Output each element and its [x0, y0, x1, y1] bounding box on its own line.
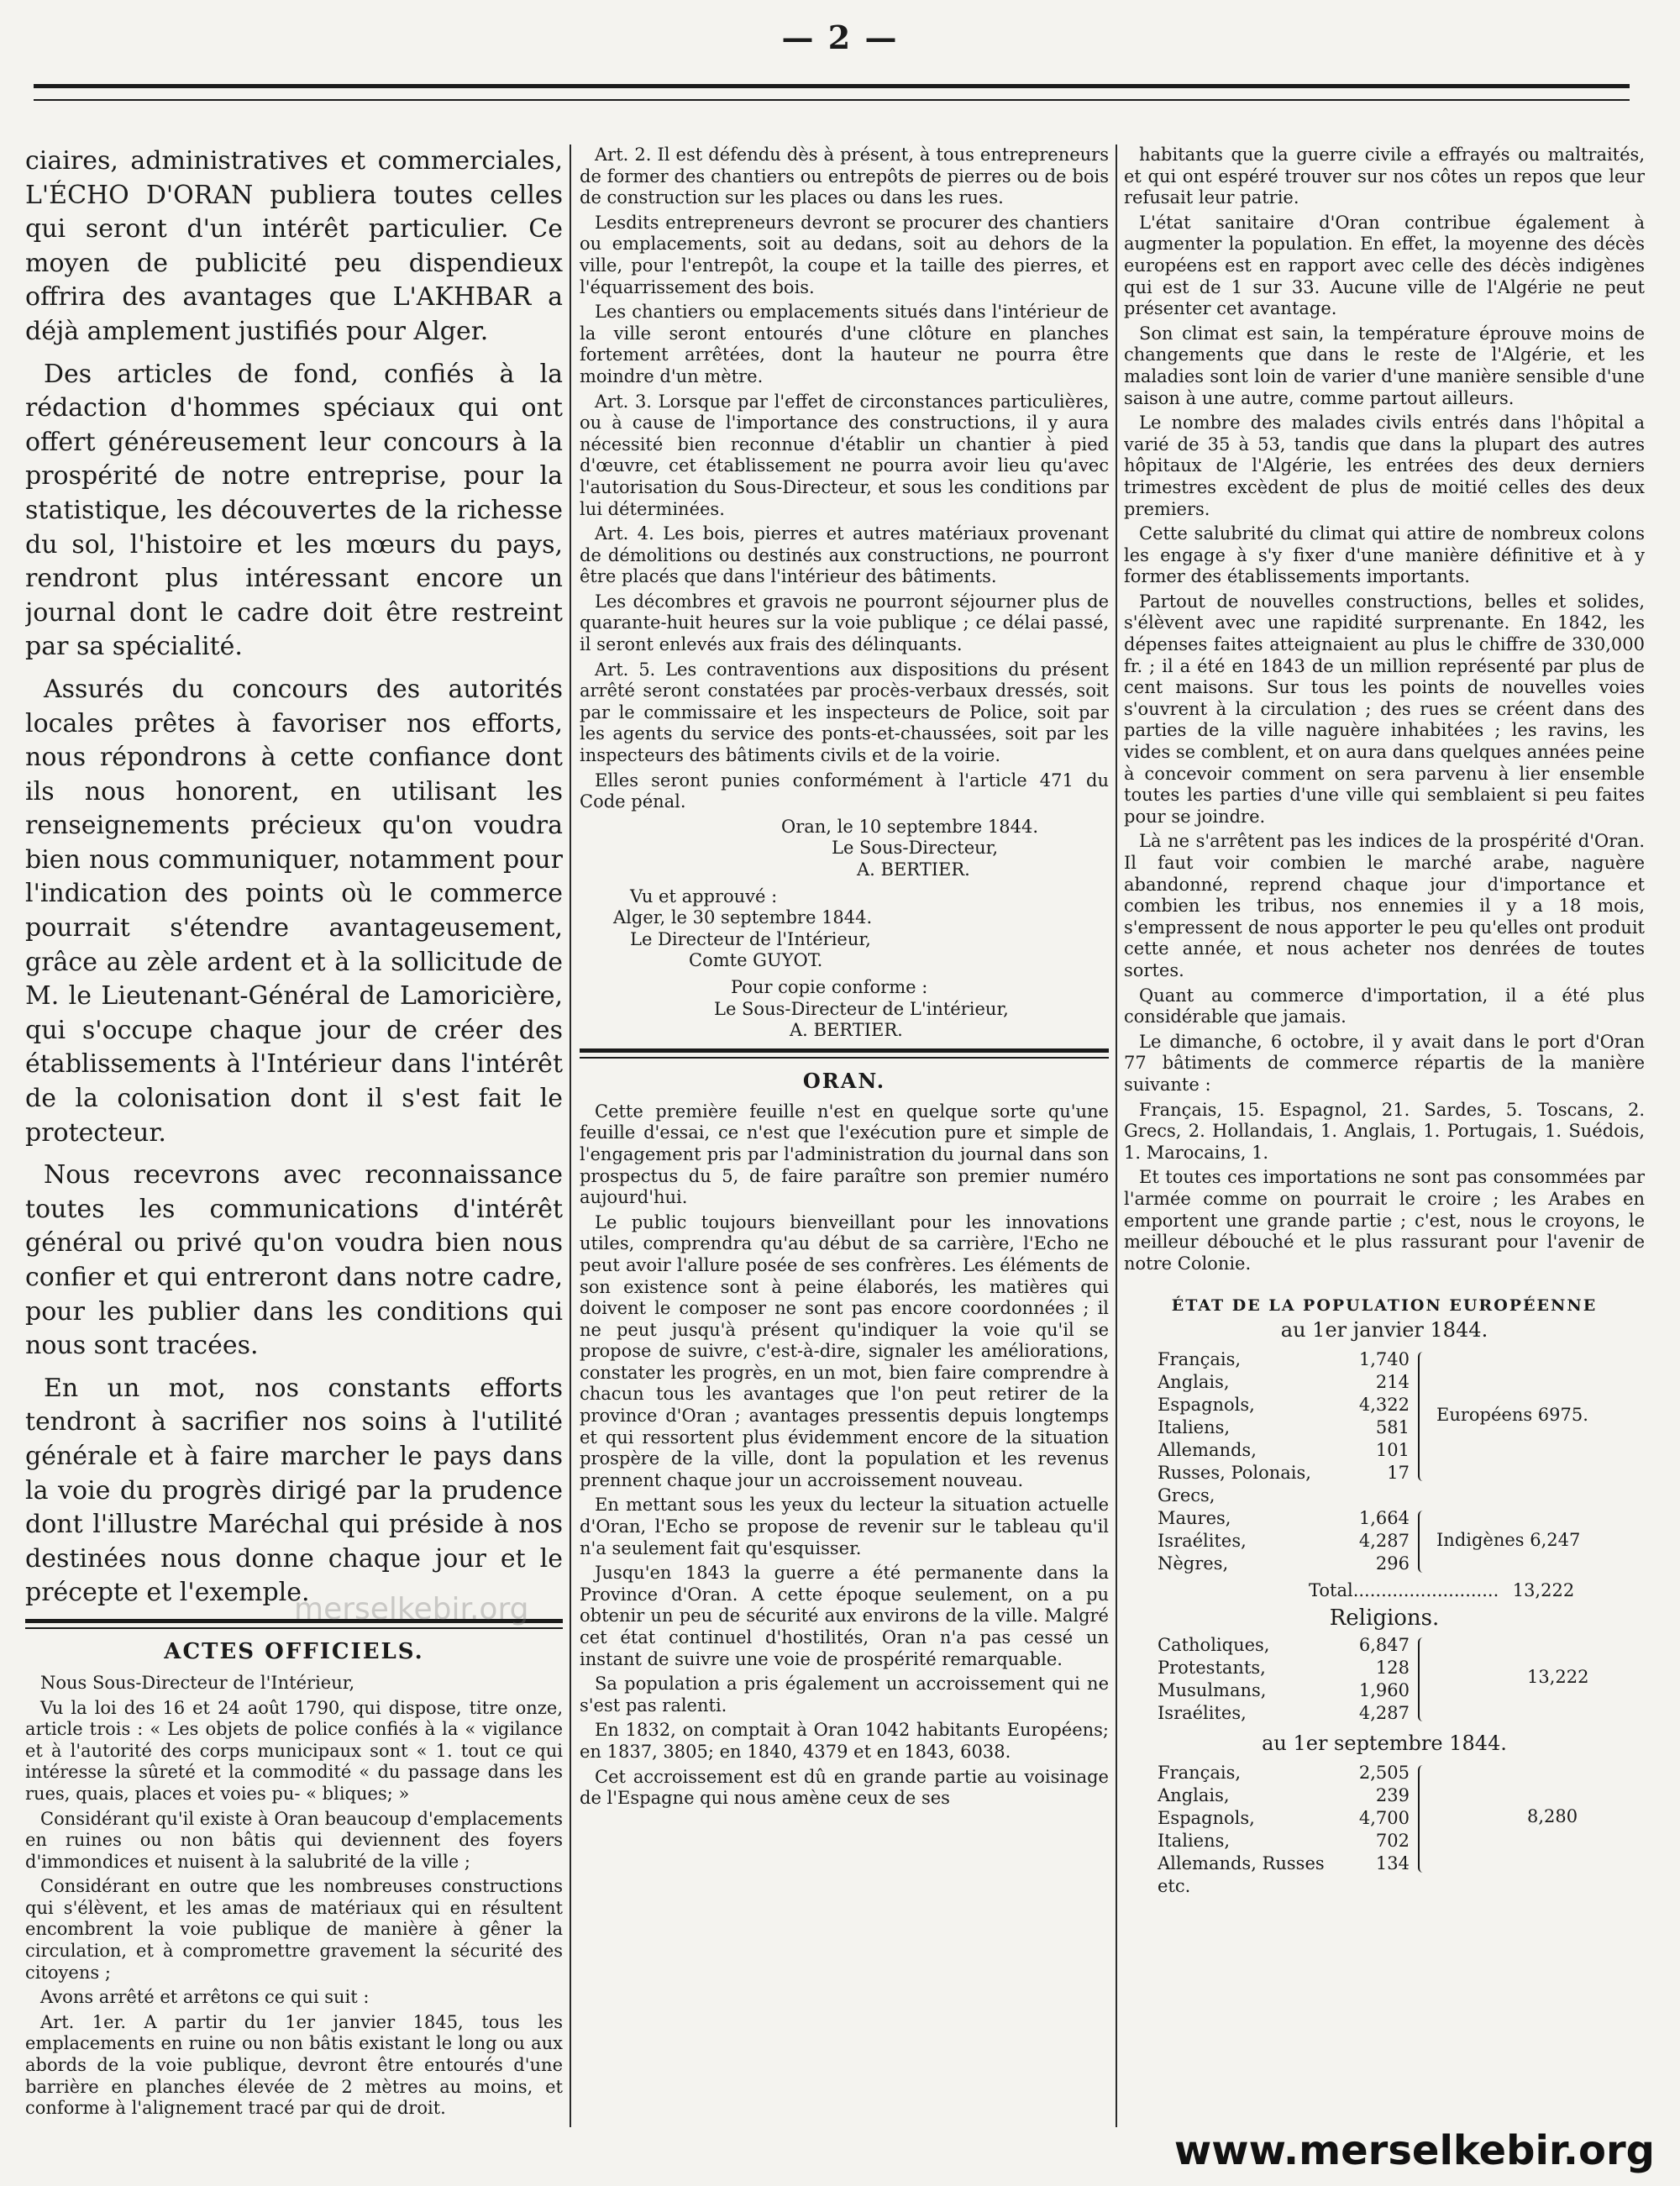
total-value: 13,222: [1512, 1580, 1575, 1601]
column-1: [25, 145, 563, 2161]
population-total: [1124, 1580, 1645, 1600]
column-divider-2: [1116, 145, 1117, 2127]
brace: [1418, 1765, 1428, 1873]
paragraph: Le dimanche, 6 octobre, il y avait dans le port d'Oran 77 bâtiments de commerce répartis de la manière suivante :: [1124, 1031, 1645, 1095]
table-row: Catholiques, 6,847: [1158, 1635, 1410, 1656]
paragraph: Et toutes ces importations ne sont pas consommées par l'armée comme on pourrait le croire ; les Arabes en emportent une grande partie ; c'est, nous le croyons, le meilleur débouché et le plus rassurant pour l'avenir de notre Colonie.: [1124, 1167, 1645, 1274]
paragraph: Son climat est sain, la température éprouve moins de changements que dans le reste de l'Algérie, et les maladies sont loin de varier d'une manière sensible d'une saison à une autre, comme partout ailleurs.: [1124, 323, 1645, 408]
paragraph: Nous Sous-Directeur de l'Intérieur,: [40, 1672, 355, 1693]
group-label-september: 8,280: [1527, 1806, 1578, 1827]
paragraph: Nous recevrons avec reconnaissance toutes les communications d'intérêt général ou privé qu'on voudra bien nous confier et qui entreront dans notre cadre, pour les publier dans les conditions qui nous sont tracées.: [25, 1160, 563, 1361]
paragraph: En 1832, on comptait à Oran 1042 habitants Européens; en 1837, 3805; en 1840, 4379 et en 1843, 6038.: [580, 1720, 1109, 1762]
brace: [1418, 1511, 1428, 1573]
masthead-rule: [34, 84, 1630, 101]
paragraph: Assurés du concours des autorités locales prêtes à favoriser nos efforts, nous répondrons à cette confiance dont ils nous honorent, en utilisant les renseignements précieux qu'on voudra bien nous communiquer, notamment pour l'indication des points où le commerce pourrait s'étendre avantageusement, grâce au zèle ardent et à la sollicitude de M. le Lieutenant-Général de Lamoricière, qui s'occupe chaque jour de créer des établissements à l'Intérieur dans l'intérêt de la colonisation dont il s'est fait le protecteur.: [25, 674, 563, 1148]
oran-article-continued: [1124, 145, 1645, 1274]
table-row: Allemands, 101: [1158, 1440, 1410, 1461]
approved-role: Le Directeur de l'Intérieur,: [630, 928, 871, 949]
population-europeans: [1124, 1348, 1645, 1507]
paragraph: Lesdits entrepreneurs devront se procurer des chantiers ou emplacements, soit au dedans, soit au dehors de la ville, pour l'entrepôt, la coupe et la taille des pierres, et l'équarrissement des bois.: [580, 212, 1109, 297]
paragraph: Les décombres et gravois ne pourront séjourner plus de quarante-huit heures sur la voie publique ; ce délai passé, il seront enlevés aux frais des délinquants.: [580, 591, 1109, 655]
table-row: Espagnols, 4,322: [1158, 1395, 1410, 1416]
copy-role: Le Sous-Directeur de L'intérieur,: [714, 998, 1009, 1019]
paragraph: Art. 3. Lorsque par l'effet de circonstances particulières, ou à cause de l'importance des constructions, il y aura nécessité bien reconnue d'établir un chantier à pied d'œuvre, cet établissement ne pourra avoir lieu qu'avec l'autorisation du Sous-Directeur, et sous les conditions par lui déterminées.: [580, 391, 1109, 519]
population-table-title: ÉTAT DE LA POPULATION EUROPÉENNE: [1171, 1296, 1598, 1316]
signature-name: A. BERTIER.: [857, 859, 970, 880]
paragraph: Les chantiers ou emplacements situés dans l'intérieur de la ville seront entourés d'une clôture en planches fortement arrêtées, dont la hauteur ne pourra être moindre d'un mètre.: [580, 302, 1109, 386]
column-1-lead: [25, 145, 563, 1611]
brace: [1418, 1637, 1428, 1721]
group-label-indigenes: Indigènes 6,247: [1436, 1530, 1581, 1551]
table-row: Allemands, Russes etc. 134: [1158, 1853, 1410, 1897]
paragraph: Considérant en outre que les nombreuses constructions qui s'élèvent, et les amas de matériaux qui en résultent encombrent la voie publique de manière à gêner la circulation, et à compromettre gravement la sécurité des citoyens ;: [25, 1876, 563, 1983]
page-number: — 2 —: [781, 18, 899, 56]
paragraph: Sa population a pris également un accroissement qui ne s'est pas ralenti.: [580, 1674, 1109, 1716]
signature-block: [580, 817, 1109, 1042]
population-religions: [1124, 1634, 1645, 1725]
group-label-europeans: Européens 6975.: [1436, 1405, 1588, 1426]
table-row: Musulmans, 1,960: [1158, 1680, 1410, 1701]
paragraph: Vu la loi des 16 et 24 août 1790, qui dispose, titre onze, article trois : « Les objets de police confiés à la « vigilance et à l'autorité des corps municipaux sont « 1. tout ce qui intéresse la sûreté et la commodité « du passage dans les rues, quais, places et voies pu- « bliques; »: [25, 1697, 563, 1804]
paragraph: Avons arrêté et arrêtons ce qui suit :: [40, 1987, 370, 2008]
paragraph: Cette première feuille n'est en quelque sorte qu'une feuille d'essai, ce n'est que l'exécution pure et simple de l'engagement pris par l'administration du journal dans son prospectus du 5, de faire paraître son premier numéro aujourd'hui.: [580, 1101, 1109, 1208]
brace: [1418, 1352, 1428, 1481]
copy-name: A. BERTIER.: [790, 1020, 903, 1041]
group-label-religions: 13,222: [1527, 1667, 1589, 1688]
section-rule: [580, 1048, 1109, 1059]
signature-role: Le Sous-Directeur,: [832, 838, 999, 859]
population-indigenes: [1124, 1507, 1645, 1575]
table-row: Français, 2,505: [1158, 1763, 1410, 1784]
actes-officiels-body: [25, 1673, 563, 2120]
oran-title: ORAN.: [802, 1068, 886, 1093]
paragraph: Le nombre des malades civils entrés dans l'hôpital a varié de 35 à 53, tandis que dans la plupart des autres hôpitaux de l'Algérie, les entrées des deux derniers trimestres excèdent de plus de moitié celles des deux premiers.: [1124, 413, 1645, 519]
paragraph: Partout de nouvelles constructions, belles et solides, s'élèvent avec une rapidité surprenante. En 1842, les dépenses faites atteignaient au plus le chiffre de 330,000 fr. ; il a été en 1843 de un million représenté par plus de cent maisons. Sur tous les points de nouvelles voies s'ouvrent à la circulation ; des rues se créent dans des parties de la ville naguère inhabitées ; les ravins, les vides se comblent, et on aura dans quelques années peine à concevoir comment on sera parvenu à lier ensemble toutes les parties d'une ville qui semblaient si peu faites pour se joindre.: [1124, 591, 1645, 827]
total-dots: ..........................: [1352, 1580, 1499, 1601]
paragraph: Art. 1er. A partir du 1er janvier 1845, tous les emplacements en ruine ou non bâtis existant le long ou aux abords de la voie publique, devront être entourés d'une barrière en planches élevée de 2 mètres au moins, et conforme à l'alignement tracé par qui de droit.: [25, 2011, 563, 2119]
population-table-subtitle: au 1er janvier 1844.: [1280, 1318, 1488, 1343]
table-row: Espagnols, 4,700: [1158, 1808, 1410, 1829]
population-september: [1124, 1762, 1645, 1898]
paragraph: Art. 4. Les bois, pierres et autres matériaux provenant de démolitions ou destinés aux constructions, ne pourront être placés que dans l'intérieur des bâtiments.: [580, 523, 1109, 587]
table-row: Israélites, 4,287: [1158, 1703, 1410, 1724]
approved-label: Vu et approuvé :: [630, 885, 778, 906]
population-table-subtitle-2: au 1er septembre 1844.: [1262, 1731, 1507, 1756]
copy-label: Pour copie conforme :: [731, 976, 928, 997]
table-row: Maures, 1,664: [1158, 1508, 1410, 1529]
table-row: Russes, Polonais, Grecs, 17: [1158, 1463, 1410, 1506]
paragraph: En un mot, nos constants efforts tendront à sacrifier nos soins à l'utilité générale et à faire marcher le pays dans la voie du progrès dirigé par la prudence dont l'illustre Maréchal qui préside à nos destinées nous donne chaque jour et le précepte et l'exemple.: [25, 1373, 563, 1608]
paragraph: Français, 15. Espagnol, 21. Sardes, 5. Toscans, 2. Grecs, 2. Hollandais, 1. Anglais, 1. Portugais, 1. Suédois, 1. Marocains, 1.: [1124, 1099, 1645, 1163]
approved-name: Comte GUYOT.: [689, 950, 823, 971]
site-watermark: www.merselkebir.org: [1173, 2127, 1655, 2174]
paragraph: Considérant qu'il existe à Oran beaucoup d'emplacements en ruines ou non bâtis qui deviennent des foyers d'immondices et nuisent à la salubrité de la ville ;: [25, 1808, 563, 1872]
total-label: Total: [1309, 1580, 1353, 1601]
table-row: Italiens, 581: [1158, 1417, 1410, 1438]
faint-watermark: merselkebir.org: [294, 1592, 529, 1626]
paragraph: Art. 5. Les contraventions aux dispositions du présent arrêté seront constatées par procès-verbaux dressés, soit par le commissaire et les inspecteurs de Police, soit par les agents du service des ponts-et-chaussées, soit par les inspecteurs des bâtiments civils et de la voirie.: [580, 659, 1109, 766]
approved-place: Alger, le 30 septembre 1844.: [613, 907, 873, 928]
paragraph: Quant au commerce d'importation, il a été plus considérable que jamais.: [1124, 985, 1645, 1027]
table-row: Nègres, 296: [1158, 1553, 1410, 1574]
column-3: [1124, 145, 1645, 2161]
paragraph: Là ne s'arrêtent pas les indices de la prospérité d'Oran. Il faut voir combien le marché arabe, naguère abandonné, reprend chaque jour d'importance et combien les tribus, nos ennemies il y a 18 mois, s'empressent de nous apporter le peu qu'elles ont produit cette année, et nous acheter nos denrées de toutes sortes.: [1124, 831, 1645, 980]
paragraph: Jusqu'en 1843 la guerre a été permanente dans la Province d'Oran. A cette époque seulement, on a pu obtenir un peu de sécurité aux environs de la ville. Malgré cet état continuel d'hostilités, Oran n'a pas cessé un instant de suivre une voie de prospérité remarquable.: [580, 1563, 1109, 1669]
column-divider-1: [570, 145, 571, 2127]
table-row: Protestants, 128: [1158, 1658, 1410, 1679]
table-row: Anglais, 214: [1158, 1372, 1410, 1393]
paragraph: L'état sanitaire d'Oran contribue également à augmenter la population. En effet, la moyenne des décès européens est en rapport avec celle des décès indigènes qui est de 1 sur 33. Aucune ville de l'Algérie ne peut présenter cet avantage.: [1124, 212, 1645, 319]
paragraph: Cet accroissement est dû en grande partie au voisinage de l'Espagne qui nous amène ceux de ses: [580, 1766, 1109, 1809]
table-row: Anglais, 239: [1158, 1785, 1410, 1806]
paragraph: Cette salubrité du climat qui attire de nombreux colons les engage à s'y fixer d'une manière définitive et à y former des établissements importants.: [1124, 523, 1645, 587]
paragraph: Art. 2. Il est défendu dès à présent, à tous entrepreneurs de former des chantiers ou entrepôts de pierres ou de bois de construction sur les places ou dans les rues.: [580, 145, 1109, 208]
paragraph: ciaires, administratives et commerciales, L'ÉCHO D'ORAN publiera toutes celles qui seront d'un intérêt particulier. Ce moyen de publicité peu dispendieux offrira des avantages que L'AKHBAR a déjà amplement justifiés pour Alger.: [25, 146, 563, 346]
arrete-articles: [580, 145, 1109, 813]
table-row: Italiens, 702: [1158, 1831, 1410, 1852]
actes-officiels-title: ACTES OFFICIELS.: [164, 1638, 424, 1664]
signature-place-date: Oran, le 10 septembre 1844.: [781, 816, 1038, 837]
religions-title: Religions.: [1329, 1605, 1440, 1632]
paragraph: Elles seront punies conformément à l'article 471 du Code pénal.: [580, 770, 1109, 812]
table-row: Français, 1,740: [1158, 1349, 1410, 1370]
table-row: Israélites, 4,287: [1158, 1531, 1410, 1552]
paragraph: Le public toujours bienveillant pour les innovations utiles, comprendra qu'au début de sa carrière, l'Echo ne peut avoir l'allure posée de ses confrères. Les éléments de son existence sont à peine élaborés, les matières qui doivent le composer ne sont pas encore coordonnées ; il ne peut jusqu'à présent qu'indiquer la voie qu'il se propose de suivre, c'est-à-dire, signaler les améliorations, constater les progrès, en un mot, bien faire comprendre à chacun tous les avantages que l'on peut retirer de la province d'Oran ; avantages pressentis depuis longtemps et qui ressortent plus évidemment encore de la situation prospère de la ville, dont la population et les revenus prennent chaque jour un accroissement nouveau.: [580, 1211, 1109, 1490]
oran-article: [580, 1101, 1109, 1810]
paragraph: habitants que la guerre civile a effrayés ou maltraités, et qui ont espéré trouver sur nos côtes un repos que leur refusait leur patrie.: [1124, 145, 1645, 208]
paragraph: En mettant sous les yeux du lecteur la situation actuelle d'Oran, l'Echo se propose de revenir sur le tableau qu'il n'a seulement fait qu'esquisser.: [580, 1495, 1109, 1558]
column-2: [580, 145, 1109, 2161]
paragraph: Des articles de fond, confiés à la rédaction d'hommes spéciaux qui ont offert généreusement leur concours à la prospérité de notre entreprise, pour la statistique, les découvertes de la richesse du sol, l'histoire et les mœurs du pays, rendront plus intéressant encore un journal dont le cadre doit être restreint par sa spécialité.: [25, 359, 563, 662]
